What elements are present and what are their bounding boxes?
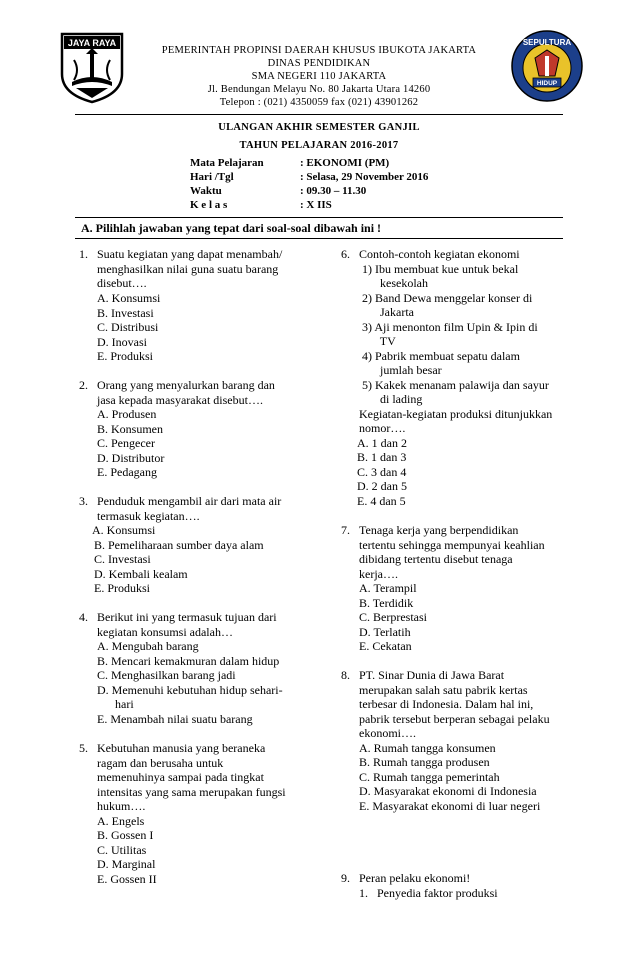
answer-option: B. Investasi <box>97 305 154 320</box>
answer-option: E. Masyarakat ekonomi di luar negeri <box>359 798 541 813</box>
answer-option: B. Pemeliharaan sumber daya alam <box>94 537 264 552</box>
question-stem: dibidang tertentu disebut tenaga <box>359 552 513 566</box>
question-stem: Peran pelaku ekonomi! <box>359 871 471 885</box>
question-stem: Berikut ini yang termasuk tujuan dari <box>97 610 277 624</box>
question-stem: menghasilkan nilai guna suatu barang <box>97 261 279 276</box>
statement-item: 3) Aji menonton film Upin & Ipin di <box>362 319 538 334</box>
answer-option: B. Terdidik <box>359 595 414 610</box>
answer-option: B. 1 dan 3 <box>357 450 407 464</box>
header-divider <box>75 114 563 115</box>
logo-text: SEPULTURA <box>522 38 572 47</box>
answer-option: A. Konsumsi <box>92 523 156 537</box>
answer-option: C. Distribusi <box>97 320 159 334</box>
question-stem: hukum…. <box>97 799 146 813</box>
header-line-3: SMA NEGERI 110 JAKARTA <box>251 71 387 82</box>
answer-option: A. Produsen <box>97 407 157 421</box>
answer-option: E. 4 dan 5 <box>357 493 406 508</box>
header-line-1: PEMERINTAH PROPINSI DAERAH KHUSUS IBUKOTA JAKARTA <box>161 45 477 56</box>
statement-item: TV <box>362 334 396 348</box>
meta-value: : Selasa, 29 November 2016 <box>300 171 429 183</box>
question-stem: Contoh-contoh kegiatan ekonomi <box>359 247 520 261</box>
question-stem: kerja…. <box>359 566 398 581</box>
meta-value: : X IIS <box>300 199 332 211</box>
answer-option: C. Menghasilkan barang jadi <box>97 668 236 682</box>
right-column <box>341 247 591 907</box>
answer-option: D. Marginal <box>97 857 156 871</box>
answer-option: B. Gossen I <box>97 828 154 842</box>
question-stem: termasuk kegiatan…. <box>97 508 200 523</box>
answer-option: E. Produksi <box>94 581 151 595</box>
question-stem: intensitas yang sama merupakan fungsi <box>97 784 286 799</box>
answer-option: E. Gossen II <box>97 871 157 886</box>
question-stem: PT. Sinar Dunia di Jawa Barat <box>359 668 505 682</box>
question-stem: pabrik tersebut berperan sebagai pelaku <box>359 711 550 726</box>
question-number: 2. <box>79 378 88 392</box>
question-number: 9. <box>341 871 350 885</box>
question-stem: tertentu sehingga mempunyai keahlian <box>359 537 545 552</box>
answer-option: A. Mengubah barang <box>97 639 199 653</box>
answer-option: E. Menambah nilai suatu barang <box>97 711 253 726</box>
meta-key: Mata Pelajaran <box>190 157 264 169</box>
answer-option: C. Pengecer <box>97 436 155 450</box>
question-stem: Penduduk mengambil air dari mata air <box>97 494 282 508</box>
question-number: 3. <box>79 494 88 508</box>
answer-option: D. 2 dan 5 <box>357 479 407 493</box>
question-number: 5. <box>79 741 88 755</box>
header-line-5: Telepon : (021) 4350059 fax (021) 43901262 <box>219 97 419 108</box>
left-column <box>79 247 329 897</box>
meta-value: : EKONOMI (PM) <box>300 157 390 169</box>
question-stem: Orang yang menyalurkan barang dan <box>97 378 275 392</box>
meta-key: K e l a s <box>190 199 228 211</box>
question-stem: jasa kepada masyarakat disebut…. <box>97 392 263 407</box>
answer-option: C. Rumah tangga pemerintah <box>359 769 500 784</box>
answer-option: B. Rumah tangga produsen <box>359 755 490 769</box>
exam-title: ULANGAN AKHIR SEMESTER GANJIL <box>218 122 420 133</box>
statement-item: 2) Band Dewa menggelar konser di <box>362 290 533 305</box>
logo-subtext: HIDUP <box>536 80 558 87</box>
question-stem: disebut…. <box>97 276 147 290</box>
logo-text: JAYA RAYA <box>67 38 117 48</box>
answer-option: D. Masyarakat ekonomi di Indonesia <box>359 784 537 798</box>
question-number: 6. <box>341 247 350 261</box>
answer-option: E. Produksi <box>97 349 154 363</box>
question-stem: Kebutuhan manusia yang beraneka <box>97 741 266 755</box>
question-stem: Suatu kegiatan yang dapat menambah/ <box>97 247 283 261</box>
statement-item: jumlah besar <box>362 363 442 377</box>
question-number: 4. <box>79 610 88 624</box>
header-line-2: DINAS PENDIDIKAN <box>267 58 371 69</box>
answer-option: C. 3 dan 4 <box>357 464 407 479</box>
question-stem: kegiatan konsumsi adalah… <box>97 624 233 639</box>
question-stem: merupakan salah satu pabrik kertas <box>359 682 528 697</box>
question-number: 7. <box>341 523 350 537</box>
answer-option: B. Konsumen <box>97 421 163 436</box>
answer-option: D. Memenuhi kebutuhan hidup sehari- <box>97 682 283 697</box>
question-stem: Tenaga kerja yang berpendidikan <box>359 523 519 537</box>
answer-option: A. Rumah tangga konsumen <box>359 740 496 755</box>
answer-option: D. Inovasi <box>97 334 147 349</box>
question-stem: ragam dan berusaha untuk <box>97 755 224 770</box>
exam-year: TAHUN PELAJARAN 2016-2017 <box>239 140 399 151</box>
section-instruction: A. Pilihlah jawaban yang tepat dari soal-soal dibawah ini ! <box>81 221 382 235</box>
answer-option: D. Distributor <box>97 450 165 465</box>
statement-item: 1. Penyedia faktor produksi <box>359 885 498 900</box>
statement-item: 4) Pabrik membuat sepatu dalam <box>362 348 520 363</box>
question-number: 1. <box>79 247 88 261</box>
answer-option: E. Pedagang <box>97 465 157 479</box>
answer-option: D. Terlatih <box>359 624 411 639</box>
meta-value: : 09.30 – 11.30 <box>300 185 367 197</box>
meta-key: Waktu <box>190 185 222 197</box>
answer-option: A. Konsumsi <box>97 291 161 305</box>
statement-item: kesekolah <box>362 276 428 290</box>
question-number: 8. <box>341 668 350 682</box>
answer-option: A. Engels <box>97 813 145 828</box>
question-stem: memenuhinya sampai pada tingkat <box>97 770 264 784</box>
statement-item: 5) Kakek menanam palawija dan sayur <box>362 377 549 392</box>
meta-key: Hari /Tgl <box>190 171 234 183</box>
question-stem: ekonomi…. <box>359 726 416 740</box>
answer-option: A. Terampil <box>359 581 417 595</box>
answer-option: C. Utilitas <box>97 842 147 857</box>
answer-option: A. 1 dan 2 <box>357 435 407 450</box>
answer-option: hari <box>97 697 134 711</box>
answer-option: D. Kembali kealam <box>94 566 188 581</box>
header-line-4: Jl. Bendungan Melayu No. 80 Jakarta Utara 14260 <box>207 84 431 95</box>
answer-option: E. Cekatan <box>359 639 412 653</box>
answer-option: C. Investasi <box>94 552 151 566</box>
question-stem: Kegiatan-kegiatan produksi ditunjukkan <box>359 406 553 421</box>
statement-item: di lading <box>362 392 423 406</box>
question-stem: terbesar di Indonesia. Dalam hal ini, <box>359 697 534 711</box>
answer-option: C. Berprestasi <box>359 610 427 624</box>
statement-item: 1) Ibu membuat kue untuk bekal <box>362 261 519 276</box>
statement-item: Jakarta <box>362 305 414 319</box>
section-header <box>75 217 563 239</box>
answer-option: B. Mencari kemakmuran dalam hidup <box>97 653 280 668</box>
question-stem: nomor…. <box>359 421 406 435</box>
